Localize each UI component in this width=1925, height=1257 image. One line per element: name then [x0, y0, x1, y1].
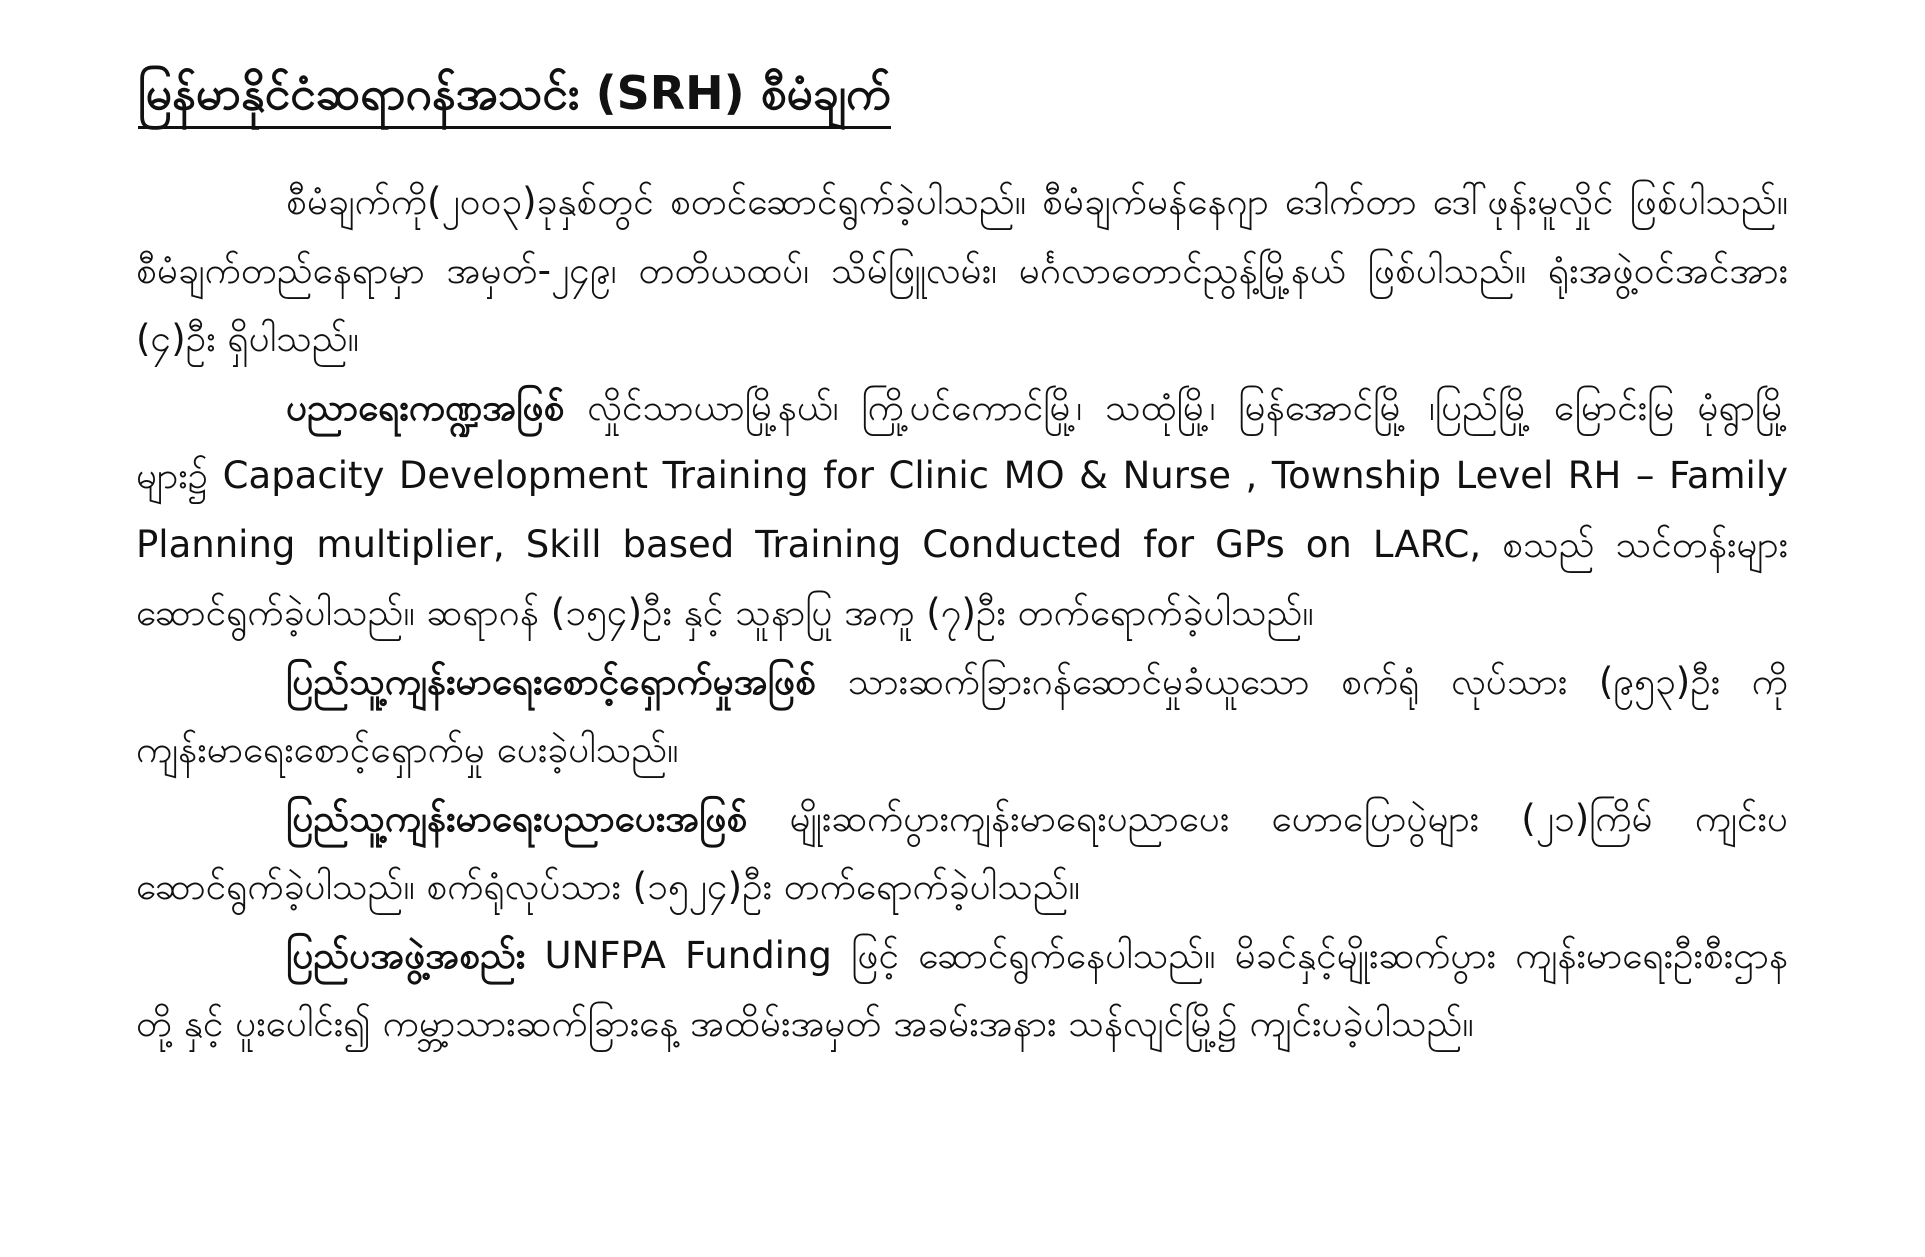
paragraph-lead: ပြည်ပအဖွဲ့အစည်း — [286, 933, 526, 977]
paragraph-health-education — [136, 785, 1788, 922]
paragraph-text: သားဆက်ခြားဂန်ဆောင်မှုခံယူသော စက်ရုံ လုပ်သား (၉၅၃)ဦး ကို ကျန်းမာရေးစောင့်ရှောက်မှု ပေးခဲ့ပါသည်။ — [136, 659, 1788, 771]
paragraph-international-organizations — [136, 922, 1788, 1059]
document-body — [136, 168, 1788, 1059]
paragraph-lead: ပြည်သူ့ကျန်းမာရေးပညာပေးအဖြစ် — [286, 796, 748, 840]
paragraph-text: UNFPA Funding ဖြင့် ဆောင်ရွက်နေပါသည်။ မိခင်နှင့်မျိုးဆက်ပွား ကျန်းမာရေးဦးစီးဌာန တို့ နှင့် ပူးပေါင်း၍ ကမ္ဘာ့သားဆက်ခြားနေ့ အထိမ်းအမှတ် အခမ်းအနား သန်လျင်မြို့၌ ကျင်းပခဲ့ပါသည်။ — [136, 933, 1788, 1045]
document-title: မြန်မာနိုင်ငံဆရာဂန်အသင်း (SRH) စီမံချက် — [138, 62, 891, 129]
paragraph-public-health-care — [136, 648, 1788, 785]
paragraph-lead: ပညာရေးကဏ္ဍအဖြစ် — [286, 385, 565, 429]
paragraph-education — [136, 374, 1788, 648]
paragraph-project-info — [136, 168, 1788, 374]
paragraph-lead: ပြည်သူ့ကျန်းမာရေးစောင့်ရှောက်မှုအဖြစ် — [286, 659, 816, 703]
paragraph-text: စီမံချက်ကို(၂၀၀၃)ခုနှစ်တွင် စတင်ဆောင်ရွက်ခဲ့ပါသည်။ စီမံချက်မန်နေဂျာ ဒေါက်တာ ဒေါ်ဖုန်းမူလှိုင် ဖြစ်ပါသည်။ စီမံချက်တည်နေရာမှာ အမှတ်-၂၄၉၊ တတိယထပ်၊ သိမ်ဖြူလမ်း၊ မင်္ဂလာတောင်ညွန့်မြို့နယ် ဖြစ်ပါသည်။ ရုံးအဖွဲ့ဝင်အင်အား (၄)ဦး ရှိပါသည်။ — [136, 180, 1788, 360]
paragraph-text: မျိုးဆက်ပွားကျန်းမာရေးပညာပေး ဟောပြောပွဲများ (၂၁)ကြိမ် ကျင်းပဆောင်ရွက်ခဲ့ပါသည်။ စက်ရုံလုပ်သား (၁၅၂၄)ဦး တက်ရောက်ခဲ့ပါသည်။ — [136, 796, 1788, 908]
paragraph-text: လှိုင်သာယာမြို့နယ်၊ ကြို့ပင်ကောင်မြို့၊ သထုံမြို့၊ မြန်အောင်မြို့ ၊ပြည်မြို့ မြောင်းမြ မုံရွာမြို့ များ၌ Capacity Development Training for Clinic MO & Nurse , Township Level RH – Family Planning multiplier, Skill based Training Conducted for GPs on LARC, စသည် သင်တန်းများ ဆောင်ရွက်ခဲ့ပါသည်။ ဆရာဂန် (၁၅၄)ဦး နှင့် သူနာပြု အကူ (၇)ဦး တက်ရောက်ခဲ့ပါသည်။ — [136, 385, 1788, 634]
